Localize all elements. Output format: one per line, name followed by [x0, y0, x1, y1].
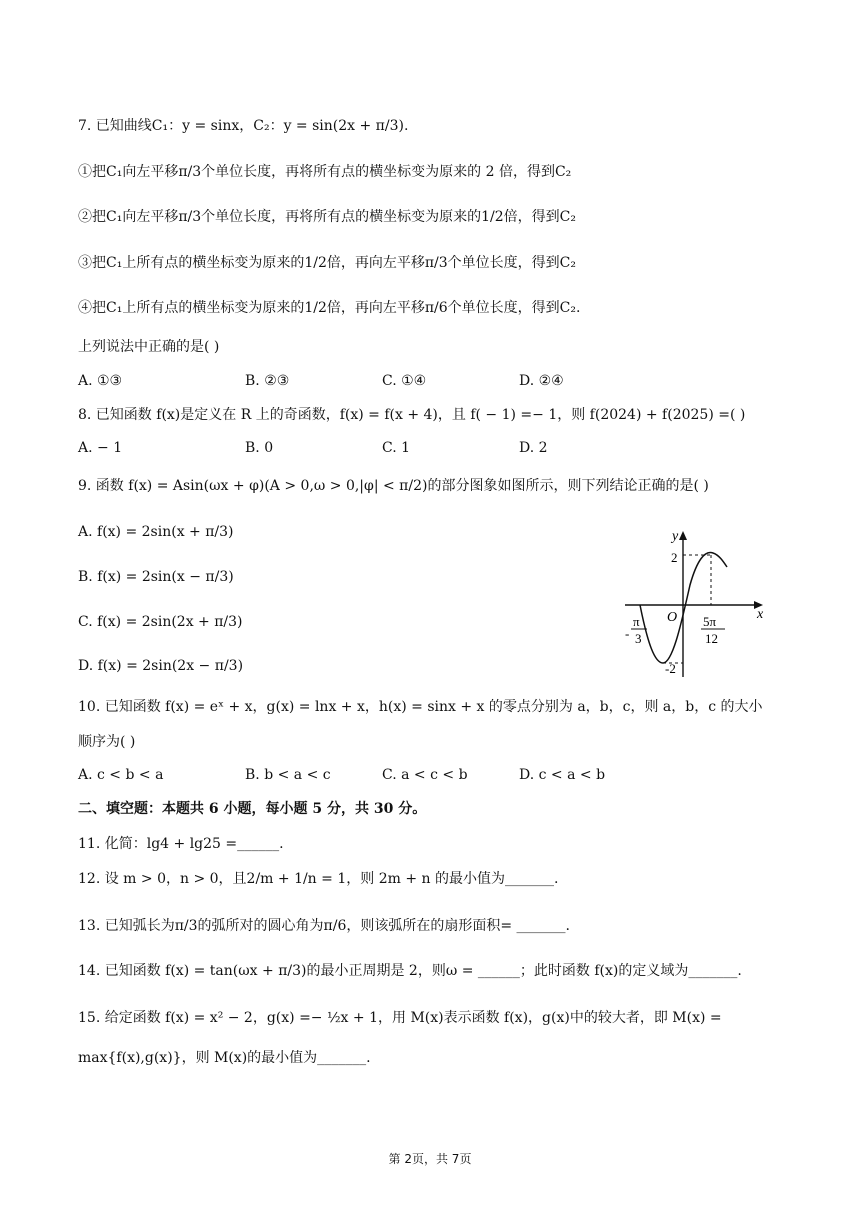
x-left-sign: -: [625, 626, 630, 641]
q7-option-d[interactable]: D. ②④: [519, 373, 564, 389]
q9-option-c[interactable]: C. f(x) = 2sin(2x + π/3): [78, 614, 243, 630]
y-axis-arrow: [679, 531, 687, 540]
section-fill-in-heading: 二、填空题：本题共 6 小题，每小题 5 分，共 30 分。: [78, 801, 427, 817]
q9-option-a[interactable]: A. f(x) = 2sin(x + π/3): [78, 524, 234, 540]
q8-stem: 8. 已知函数 f(x)是定义在 R 上的奇函数，f(x) = f(x + 4)，且 f( − 1) =− 1，则 f(2024) + f(2025) =( ): [78, 407, 746, 423]
q8-option-a[interactable]: A. − 1: [78, 440, 123, 456]
x-right-numerator: 5π: [703, 614, 717, 629]
origin-label: O: [667, 610, 678, 625]
q7-option-a[interactable]: A. ①③: [78, 373, 123, 389]
y-axis-label: y: [672, 529, 679, 544]
page-footer: 第 2页，共 7页: [388, 1152, 472, 1166]
x-right-denominator: 12: [705, 631, 718, 646]
q7-option-b[interactable]: B. ②③: [245, 373, 290, 389]
q8-option-c[interactable]: C. 1: [382, 440, 411, 456]
q9-stem: 9. 函数 f(x) = Asin(ωx + φ)(A > 0,ω > 0,|φ| < π/2)的部分图象如图所示，则下列结论正确的是( ): [78, 478, 709, 494]
q11-stem: 11. 化简：lg4 + lg25 =______.: [78, 836, 284, 852]
q10-stem-line2: 顺序为( ): [78, 734, 136, 750]
q9-option-b[interactable]: B. f(x) = 2sin(x − π/3): [78, 569, 234, 585]
q15-stem-line2: max{f(x),g(x)}，则 M(x)的最小值为_______.: [78, 1050, 371, 1066]
q15-stem-line1: 15. 给定函数 f(x) = x² − 2，g(x) =− ½x + 1，用 M(x)表示函数 f(x)，g(x)中的较大者，即 M(x) =: [78, 1010, 722, 1026]
y-min-label: -2: [665, 661, 676, 676]
q13-stem: 13. 已知弧长为π/3的弧所对的圆心角为π/6，则该弧所在的扇形面积= _______.: [78, 918, 570, 934]
q10-option-d[interactable]: D. c < a < b: [519, 767, 606, 783]
x-left-numerator: π: [633, 614, 640, 629]
q10-option-b[interactable]: B. b < a < c: [245, 767, 331, 783]
q9-option-d[interactable]: D. f(x) = 2sin(2x − π/3): [78, 658, 244, 674]
q7-stem: 7. 已知曲线C₁：y = sinx，C₂：y = sin(2x + π/3).: [78, 118, 409, 134]
q7-statement-2: ②把C₁向左平移π/3个单位长度，再将所有点的横坐标变为原来的1/2倍，得到C₂: [78, 209, 577, 225]
q14-stem: 14. 已知函数 f(x) = tan(ωx + π/3)的最小正周期是 2，则ω = ______；此时函数 f(x)的定义域为_______.: [78, 963, 742, 979]
x-left-denominator: 3: [635, 631, 642, 646]
q7-statement-4: ④把C₁上所有点的横坐标变为原来的1/2倍，再向左平移π/6个单位长度，得到C₂.: [78, 300, 581, 316]
q7-option-c[interactable]: C. ①④: [382, 373, 427, 389]
q12-stem: 12. 设 m > 0，n > 0，且2/m + 1/n = 1，则 2m + n 的最小值为_______.: [78, 871, 559, 887]
q10-option-c[interactable]: C. a < c < b: [382, 767, 468, 783]
q8-option-b[interactable]: B. 0: [245, 440, 274, 456]
q8-option-d[interactable]: D. 2: [519, 440, 548, 456]
x-axis-label: x: [757, 607, 764, 622]
q10-stem-line1: 10. 已知函数 f(x) = eˣ + x，g(x) = lnx + x，h(x) = sinx + x 的零点分别为 a，b，c，则 a，b，c 的大小: [78, 699, 763, 715]
y-max-label: 2: [671, 550, 678, 565]
q10-option-a[interactable]: A. c < b < a: [78, 767, 164, 783]
q7-statement-3: ③把C₁上所有点的横坐标变为原来的1/2倍，再向左平移π/3个单位长度，得到C₂: [78, 255, 577, 271]
q7-statement-1: ①把C₁向左平移π/3个单位长度，再将所有点的横坐标变为原来的 2 倍，得到C₂: [78, 164, 572, 180]
q7-question: 上列说法中正确的是( ): [78, 339, 220, 355]
function-graph: [615, 525, 775, 685]
